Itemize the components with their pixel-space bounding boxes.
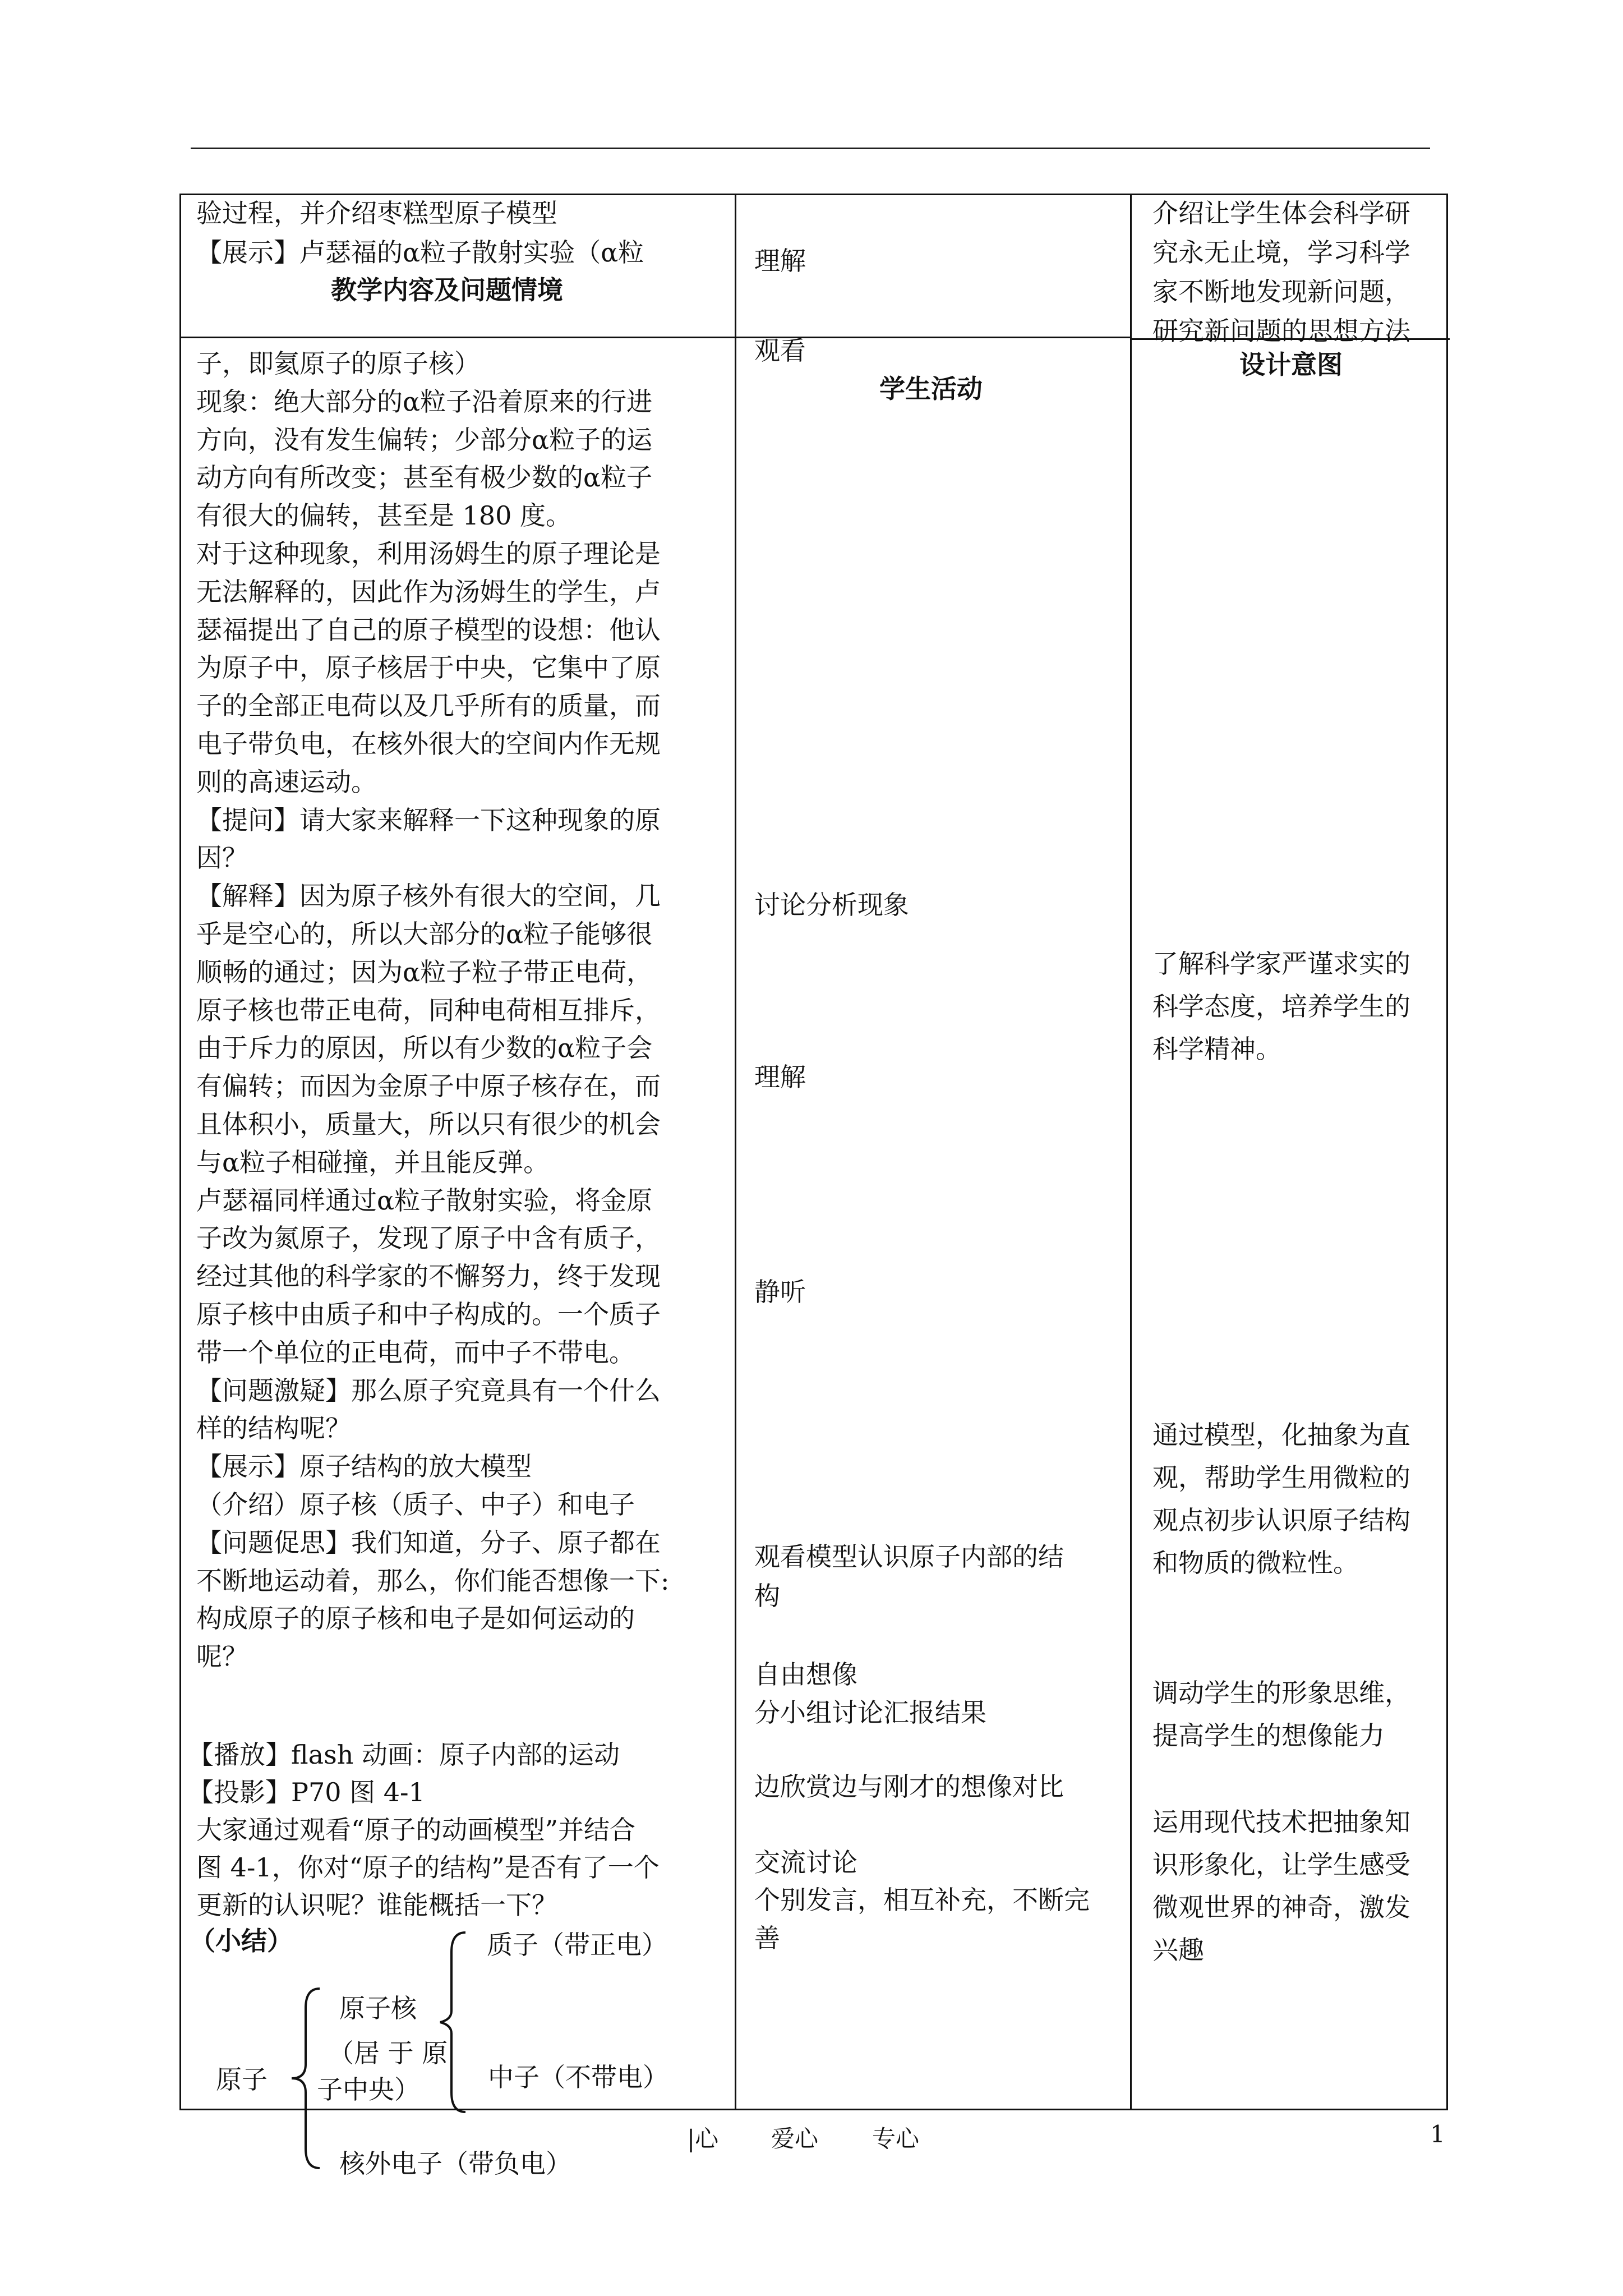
text-line: 识形象化，让学生感受 [1152,1849,1410,1880]
text-line: 现象：绝大部分的α粒子沿着原来的行进 [196,386,653,417]
text-line: 家不断地发现新问题， [1152,277,1410,307]
text-line: 微观世界的神奇，激发 [1152,1892,1410,1922]
text-line: 观看 [754,335,806,366]
text-line: 有偏转；而因为金原子中原子核存在，而 [196,1071,661,1102]
nucleus-note: （居 于 原 [328,2038,448,2068]
neutron-label: 中子（不带电） [488,2062,668,2092]
text-line: 子，即氦原子的原子核） [196,348,480,379]
text-line: 子改为氮原子，发现了原子中含有质子， [196,1223,661,1254]
column-header-student-activity: 学生活动 [879,374,983,404]
text-line: 验过程，并介绍枣糕型原子模型 [196,198,557,228]
text-line: 究永无止境，学习科学 [1152,237,1410,268]
atom-brace-icon [286,1986,325,2171]
text-line: 和物质的微粒性。 [1152,1548,1359,1578]
text-line: 原子核中由质子和中子构成的。一个质子 [196,1299,661,1329]
activity-item: 静听 [754,1277,806,1307]
activity-item: 观看模型认识原子内部的结 [754,1542,1064,1572]
text-line: 方向，没有发生偏转；少部分α粒子的运 [196,424,653,455]
text-line: 动方向有所改变；甚至有极少数的α粒子 [196,462,653,493]
electron-label: 核外电子（带负电） [339,2148,571,2179]
proton-label: 质子（带正电） [487,1930,667,1960]
text-line: 图 4-1，你对“原子的结构”是否有了一个 [196,1852,660,1883]
text-line: 观，帮助学生用微粒的 [1152,1462,1410,1493]
text-line: 经过其他的科学家的不懈努力，终于发现 [196,1261,661,1292]
text-line: 【投影】P70 图 4-1 [188,1777,425,1807]
content-column-body [196,345,670,1676]
atom-label: 原子 [216,2064,268,2095]
design-intent-c [1152,1672,1410,1757]
text-line: 由于斥力的原因，所以有少数的α粒子会 [196,1033,653,1064]
text-line: 样的结构呢？ [196,1413,351,1444]
header-rule [191,148,1430,149]
text-line: 研究新问题的思想方法 [1152,316,1410,346]
design-intent-d [1152,1801,1410,1971]
text-line: 调动学生的形象思维， [1152,1678,1410,1708]
activity-item: 构 [754,1581,780,1611]
text-line: 不断地运动着，那么，你们能否想像一下: [196,1565,670,1596]
text-line: 【解释】因为原子核外有很大的空间，几 [196,881,661,912]
activity-item: 个别发言，相互补充，不断完 [754,1885,1090,1915]
activity-item: 交流讨论 [754,1847,857,1878]
column-header-content: 教学内容及问题情境 [331,275,563,305]
text-line: 【播放】flash 动画：原子内部的运动 [188,1740,620,1770]
design-intent-a [1152,942,1410,1070]
activity-item: 自由想像 [754,1659,857,1690]
text-line: 介绍让学生体会科学研 [1152,198,1410,228]
text-line: 【问题促思】我们知道，分子、原子都在 [196,1527,661,1558]
text-line: 有很大的偏转，甚至是 180 度。 [196,500,572,531]
text-line: 通过模型，化抽象为直 [1152,1420,1410,1450]
summary-label: （小结） [190,1926,293,1956]
text-line: 科学态度，培养学生的 [1152,991,1410,1022]
text-line: 因？ [196,843,248,873]
content-column-lower [188,1736,660,1924]
text-line: 无法解释的，因此作为汤姆生的学生，卢 [196,576,661,607]
activity-item: 分小组讨论汇报结果 [754,1697,986,1728]
row-divider-left [181,337,1130,338]
footer-left: |心 [687,2125,719,2152]
text-line: 子的全部正电荷以及几乎所有的质量，而 [196,691,661,721]
text-line: 观点初步认识原子结构 [1152,1505,1410,1535]
text-line: 对于这种现象，利用汤姆生的原子理论是 [196,538,661,569]
text-line: 带一个单位的正电荷，而中子不带电。 [196,1337,635,1368]
text-line: 电子带负电，在核外很大的空间内作无规 [196,728,661,759]
column-divider-1 [735,195,736,2109]
text-line: 科学精神。 [1152,1034,1281,1064]
activity-item: 善 [754,1923,780,1953]
text-line: 更新的认识呢？谁能概括一下？ [196,1890,557,1920]
page-number: 1 [1430,2120,1445,2148]
text-line: 乎是空心的，所以大部分的α粒子能够很 [196,918,653,949]
text-line: 【问题激疑】那么原子究竟具有一个什么 [196,1375,661,1406]
text-line: 顺畅的通过；因为α粒子粒子带正电荷， [196,956,653,987]
nucleus-label: 原子核 [339,1993,417,2023]
text-line: （介绍）原子核（质子、中子）和电子 [196,1489,635,1520]
text-line: 兴趣 [1152,1935,1204,1965]
text-line: 原子核也带正电荷，同种电荷相互排斥， [196,995,661,1025]
nucleus-brace-icon [437,1930,471,2115]
text-line: 【展示】原子结构的放大模型 [196,1451,532,1482]
text-line: 【提问】请大家来解释一下这种现象的原 [196,804,661,835]
design-intent-top [1152,194,1410,351]
text-line: 则的高速运动。 [196,766,377,797]
activity-item: 理解 [754,1062,806,1092]
column-header-design-intent: 设计意图 [1239,349,1343,380]
text-line: 理解 [754,246,806,276]
text-line: 呢？ [196,1641,248,1672]
text-line: 运用现代技术把抽象知 [1152,1807,1410,1837]
text-line: 【展示】卢瑟福的α粒子散射实验（α粒 [196,237,644,268]
text-line: 大家通过观看“原子的动画模型”并结合 [196,1815,636,1845]
design-intent-b [1152,1414,1410,1584]
text-line: 为原子中，原子核居于中央，它集中了原 [196,652,661,683]
text-line: 且体积小，质量大，所以只有很少的机会 [196,1108,661,1139]
activity-item: 讨论分析现象 [754,890,909,920]
footer-right: 专心 [872,2125,920,2152]
text-line: 瑟福提出了自己的原子模型的设想：他认 [196,614,661,645]
footer-mid: 爱心 [771,2125,819,2152]
text-line: 构成原子的原子核和电子是如何运动的 [196,1603,635,1634]
nucleus-note: 子中央） [317,2074,420,2105]
activity-item: 边欣赏边与刚才的想像对比 [754,1772,1064,1802]
text-line: 与α粒子相碰撞，并且能反弹。 [196,1147,550,1177]
text-line: 卢瑟福同样通过α粒子散射实验，将金原 [196,1185,653,1216]
text-line: 提高学生的想像能力 [1152,1720,1385,1751]
column-divider-2 [1130,195,1132,2109]
text-line: 了解科学家严谨求实的 [1152,949,1410,979]
